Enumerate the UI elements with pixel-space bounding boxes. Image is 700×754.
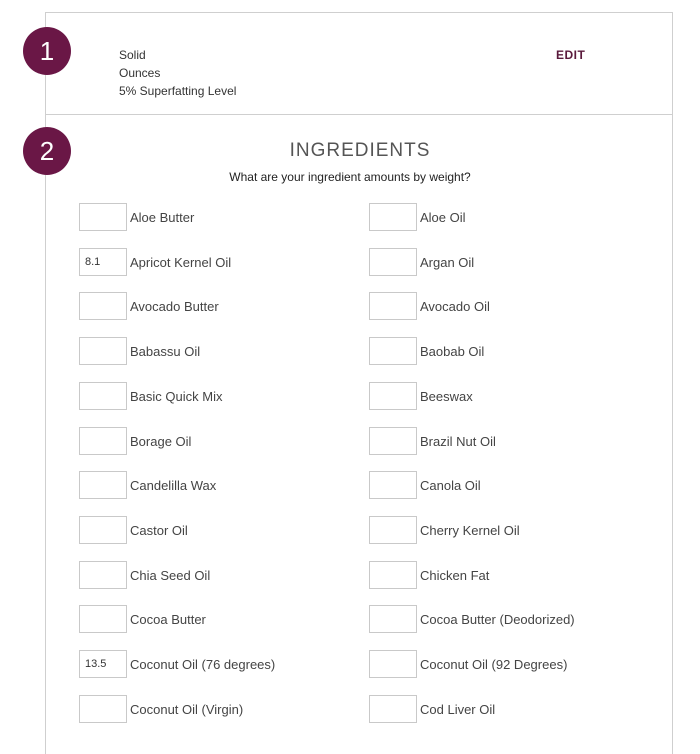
ingredient-row-chia-seed-oil <box>79 561 210 589</box>
ingredient-input-coconut-oil-virgin[interactable] <box>79 695 127 723</box>
ingredient-row-cod-liver-oil <box>369 695 495 723</box>
ingredient-input-castor-oil[interactable] <box>79 516 127 544</box>
ingredient-label-cocoa-butter: Cocoa Butter <box>130 611 206 627</box>
ingredient-row-canola-oil <box>369 471 481 499</box>
section-question: What are your ingredient amounts by weight? <box>229 170 471 184</box>
ingredient-input-brazil-nut-oil[interactable] <box>369 427 417 455</box>
ingredient-label-brazil-nut-oil: Brazil Nut Oil <box>420 433 496 449</box>
ingredient-input-avocado-oil[interactable] <box>369 292 417 320</box>
summary-soap-type: Solid <box>119 48 146 62</box>
ingredient-input-babassu-oil[interactable] <box>79 337 127 365</box>
ingredient-label-borage-oil: Borage Oil <box>130 433 192 449</box>
ingredient-input-cod-liver-oil[interactable] <box>369 695 417 723</box>
ingredient-label-cherry-kernel-oil: Cherry Kernel Oil <box>420 522 520 538</box>
ingredient-input-beeswax[interactable] <box>369 382 417 410</box>
ingredient-row-brazil-nut-oil <box>369 427 496 455</box>
ingredient-row-aloe-oil <box>369 203 466 231</box>
ingredient-input-borage-oil[interactable] <box>79 427 127 455</box>
ingredient-label-cocoa-butter-deodorized: Cocoa Butter (Deodorized) <box>420 611 575 627</box>
ingredient-row-avocado-butter <box>79 292 219 320</box>
ingredient-label-castor-oil: Castor Oil <box>130 522 188 538</box>
ingredient-label-apricot-kernel-oil: Apricot Kernel Oil <box>130 254 232 270</box>
summary-units: Ounces <box>119 66 161 80</box>
ingredient-label-chia-seed-oil: Chia Seed Oil <box>130 567 211 583</box>
summary-superfat: 5% Superfatting Level <box>119 84 237 98</box>
ingredient-input-basic-quick-mix[interactable] <box>79 382 127 410</box>
ingredient-input-baobab-oil[interactable] <box>369 337 417 365</box>
ingredient-row-cocoa-butter-deodorized <box>369 605 575 633</box>
ingredient-row-baobab-oil <box>369 337 484 365</box>
edit-button[interactable]: EDIT <box>556 48 586 62</box>
ingredient-row-coconut-oil-76-degrees <box>79 650 275 678</box>
ingredient-input-cocoa-butter-deodorized[interactable] <box>369 605 417 633</box>
ingredient-row-castor-oil <box>79 516 188 544</box>
ingredient-label-coconut-oil-92-degrees: Coconut Oil (92 Degrees) <box>420 656 568 672</box>
ingredient-label-coconut-oil-virgin: Coconut Oil (Virgin) <box>130 701 244 717</box>
ingredient-label-canola-oil: Canola Oil <box>420 477 481 493</box>
section-title: INGREDIENTS <box>289 140 431 161</box>
ingredient-input-coconut-oil-92-degrees[interactable] <box>369 650 417 678</box>
ingredient-label-candelilla-wax: Candelilla Wax <box>130 477 217 493</box>
ingredient-row-cocoa-butter <box>79 605 206 633</box>
step-1-badge: 1 <box>23 27 71 75</box>
ingredient-row-candelilla-wax <box>79 471 216 499</box>
ingredient-label-coconut-oil-76-degrees: Coconut Oil (76 degrees) <box>130 656 276 672</box>
ingredient-row-chicken-fat <box>369 561 489 589</box>
ingredient-label-baobab-oil: Baobab Oil <box>420 343 485 359</box>
ingredient-row-cherry-kernel-oil <box>369 516 520 544</box>
ingredient-input-aloe-butter[interactable] <box>79 203 127 231</box>
step1-summary <box>119 46 236 100</box>
ingredient-input-chia-seed-oil[interactable] <box>79 561 127 589</box>
ingredient-row-basic-quick-mix <box>79 382 222 410</box>
ingredient-label-cod-liver-oil: Cod Liver Oil <box>420 701 496 717</box>
ingredient-row-coconut-oil-virgin <box>79 695 243 723</box>
ingredient-label-avocado-butter: Avocado Butter <box>130 298 219 314</box>
ingredient-label-argan-oil: Argan Oil <box>420 254 475 270</box>
ingredient-label-chicken-fat: Chicken Fat <box>420 567 490 583</box>
ingredient-row-argan-oil <box>369 248 474 276</box>
ingredient-label-aloe-butter: Aloe Butter <box>130 209 195 225</box>
ingredient-input-candelilla-wax[interactable] <box>79 471 127 499</box>
ingredient-label-aloe-oil: Aloe Oil <box>420 209 466 225</box>
ingredient-row-borage-oil <box>79 427 191 455</box>
ingredient-input-canola-oil[interactable] <box>369 471 417 499</box>
ingredient-input-coconut-oil-76-degrees[interactable] <box>79 650 127 678</box>
ingredient-row-beeswax <box>369 382 473 410</box>
ingredient-row-apricot-kernel-oil <box>79 248 231 276</box>
ingredient-label-babassu-oil: Babassu Oil <box>130 343 201 359</box>
ingredient-input-cherry-kernel-oil[interactable] <box>369 516 417 544</box>
ingredient-row-aloe-butter <box>79 203 194 231</box>
ingredient-label-beeswax: Beeswax <box>420 388 473 404</box>
ingredient-input-aloe-oil[interactable] <box>369 203 417 231</box>
ingredient-row-babassu-oil <box>79 337 200 365</box>
ingredient-input-argan-oil[interactable] <box>369 248 417 276</box>
ingredient-input-chicken-fat[interactable] <box>369 561 417 589</box>
ingredient-row-avocado-oil <box>369 292 490 320</box>
ingredient-row-coconut-oil-92-degrees <box>369 650 567 678</box>
ingredient-input-cocoa-butter[interactable] <box>79 605 127 633</box>
ingredient-input-apricot-kernel-oil[interactable] <box>79 248 127 276</box>
ingredient-input-avocado-butter[interactable] <box>79 292 127 320</box>
ingredient-label-avocado-oil: Avocado Oil <box>420 298 490 314</box>
step-2-badge: 2 <box>23 127 71 175</box>
ingredient-label-basic-quick-mix: Basic Quick Mix <box>130 388 223 404</box>
